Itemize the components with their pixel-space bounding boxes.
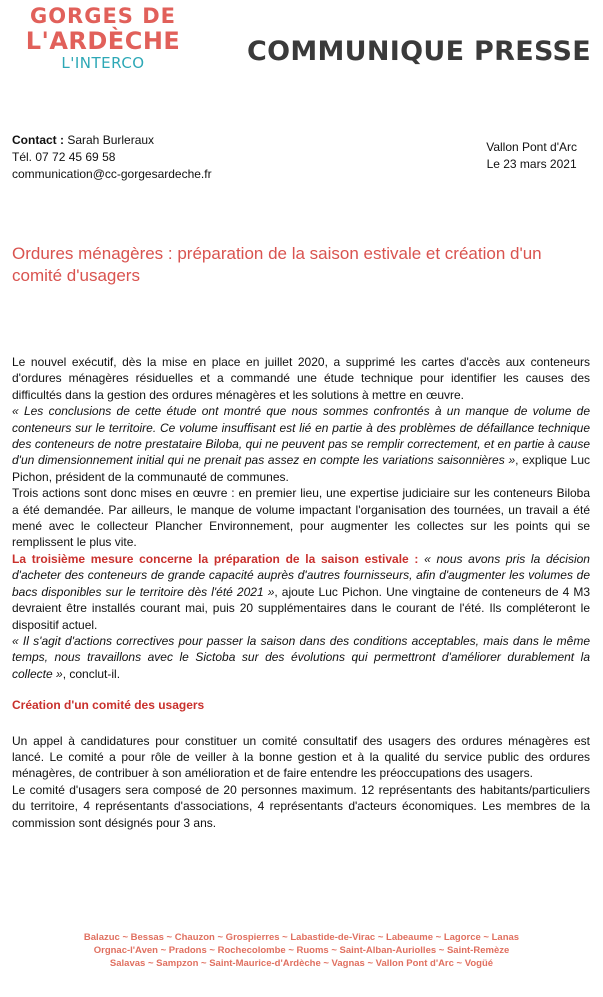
quote-1: « Les conclusions de cette étude ont montré que nous sommes confrontés à un manque de volume de conteneurs sur le territoire. Ce volume insuffisant est lié en partie à des problèmes de défaillance technique des conteneurs de notre prestataire Biloba, qui ne peuvent pas se remplir correctement, et en partie à cause d'un dimensionnement initial qui ne prenait pas assez en compte les variations saisonnières » bbox=[12, 404, 590, 468]
contact-phone: Tél. 07 72 45 69 58 bbox=[12, 150, 116, 164]
logo-line-3: L'INTERCO bbox=[61, 54, 145, 72]
headline: Ordures ménagères : préparation de la saison estivale et création d'un comité d'usagers bbox=[12, 244, 542, 285]
subheading: Création d'un comité des usagers bbox=[12, 698, 205, 713]
paragraph-4 bbox=[12, 551, 590, 633]
highlight-text: La troisième mesure concerne la préparation de la saison estivale : bbox=[12, 551, 419, 566]
paragraph-1: Le nouvel exécutif, dès la mise en place en juillet 2020, a supprimé les cartes d'accès aux conteneurs d'ordures ménagères résiduelles et a commandé une étude technique pour identifier les causes des difficultés dans la gestion des ordures ménagères et les solutions à mettre en œuvre. bbox=[12, 355, 590, 402]
paragraph-5-tail: , conclut-il. bbox=[62, 666, 121, 681]
logo-line-2: L'ARDÈCHE bbox=[25, 27, 181, 55]
paragraph-2 bbox=[12, 403, 590, 485]
date: Le 23 mars 2021 bbox=[486, 157, 577, 171]
paragraph-2-tail: , explique Luc Pichon, président de la communauté de communes. bbox=[12, 453, 590, 484]
contact-block bbox=[12, 132, 212, 183]
place: Vallon Pont d'Arc bbox=[486, 140, 577, 154]
footer-communes bbox=[20, 931, 583, 970]
paragraph-5 bbox=[12, 633, 590, 682]
paragraph-3: Trois actions sont donc mises en œuvre : en premier lieu, une expertise judiciaire sur les conteneurs Biloba a été demandée. Par ailleurs, le manque de volume impactant l'organisation des tournées, un travail a été mené avec le collecteur Plancher Environnement, pour augmenter les collectes sur les points qui se remplissent le plus vite. bbox=[12, 486, 590, 550]
paragraph-7: Le comité d'usagers sera composé de 20 personnes maximum. 12 représentants des habitants/particuliers du territoire, 4 représentants d'associations, 4 représentants d'acteurs économiques. Les membres de la commission sont désignés pour 3 ans. bbox=[12, 782, 590, 830]
quote-3: « Il s'agit d'actions correctives pour passer la saison dans des conditions acceptables, mais dans le même temps, nous travaillons avec le Sictoba sur des évolutions qui permettront d'améliorer durablement la collecte » bbox=[12, 633, 590, 681]
quote-2: « nous avons pris la décision d'acheter des conteneurs de grande capacité auprès d'autres fournisseurs, afin d'augmenter les volumes de bacs disponibles sur le territoire dès l'été 2021 » bbox=[12, 551, 590, 599]
place-date bbox=[486, 139, 577, 173]
logo-line-1: GORGES DE bbox=[29, 4, 177, 28]
contact-label: Contact : bbox=[12, 133, 64, 147]
paragraph-6: Un appel à candidatures pour constituer un comité consultatif des usagers des ordures ménagères est lancé. Le comité a pour rôle de veiller à la bonne gestion et à la qualité du service public des ordures ménagères, de contribuer à son amélioration et de faire entendre les préoccupations des usagers. bbox=[12, 733, 590, 781]
contact-line bbox=[12, 132, 212, 149]
footer-line-1: Balazuc ~ Bessas ~ Chauzon ~ Grospierres ~ Labastide-de-Virac ~ Labeaume ~ Lagorce ~ Lanas bbox=[83, 932, 520, 943]
paragraph-4-tail: , ajoute Luc Pichon. Une vingtaine de conteneurs de 4 M3 devraient être installés courant mai, puis 20 supplémentaires dans le courant de l'été. Ils compléteront le dispositif actuel. bbox=[12, 584, 590, 632]
contact-name: Sarah Burleraux bbox=[64, 133, 155, 147]
footer-line-3: Salavas ~ Sampzon ~ Saint-Maurice-d'Ardèche ~ Vagnas ~ Vallon Pont d'Arc ~ Vogüé bbox=[109, 958, 494, 969]
footer-line-2: Orgnac-l'Aven ~ Pradons ~ Rochecolombe ~ Ruoms ~ Saint-Alban-Auriolles ~ Saint-Remèze bbox=[93, 945, 510, 956]
document-title: COMMUNIQUE PRESSE bbox=[246, 36, 591, 67]
article-body bbox=[12, 354, 590, 831]
logo bbox=[18, 4, 188, 72]
contact-email[interactable]: communication@cc-gorgesardeche.fr bbox=[12, 167, 212, 181]
